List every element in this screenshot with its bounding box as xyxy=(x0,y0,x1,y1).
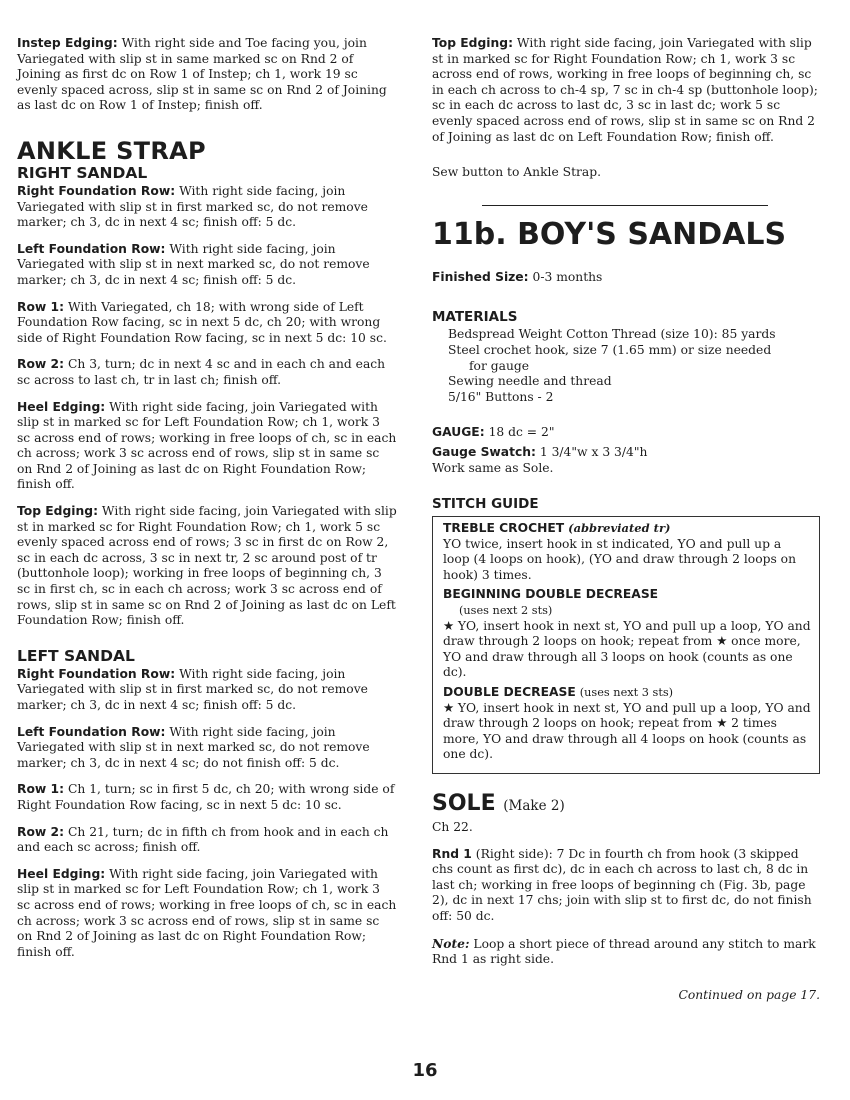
ls-heel-edging: Heel Edging: With right side facing, join Variegated with slip st in marked sc for Left Foundation Row; ch 1, work 3 sc across end of rows; working in free loops of ch, sc in each ch across; work 3 sc across end of rows, slip st in same sc on Rnd 2 of Joining as last dc on Right Foundation Row; finish off. xyxy=(17,866,397,959)
continued-note: Continued on page 17. xyxy=(678,987,820,1002)
instep-edging: Instep Edging: With right side and Toe facing you, join Variegated with slip st in same marked sc on Rnd 2 of Joining as first dc on Row 1 of Instep; ch 1, work 19 sc evenly spaced across, slip st in same sc on Rnd 2 of Joining as last dc on Row 1 of Instep; finish off. xyxy=(17,36,387,113)
page-number: 16 xyxy=(412,1060,438,1081)
pattern-title: 11b. BOY'S SANDALS xyxy=(432,216,787,252)
sole-rnd-1: Rnd 1 (Right side): 7 Dc in fourth ch from hook (3 skipped chs count as first dc), dc in each ch across to last ch, 8 dc in last ch; working in free loops of beginning ch (Fig. 3b, page 2), dc in next 17 chs; join with slip st to first dc, do not finish off: 50 dc. xyxy=(432,846,812,923)
beginning-double-decrease: BEGINNING DOUBLE DECREASE (uses next 2 sts) ★ YO, insert hook in next st, YO and pull up a loop, YO and draw through 2 loops on hook; repeat from ★ once more, YO and draw through all 3 loops on hook (counts as one dc). xyxy=(443,587,811,680)
section-divider xyxy=(482,205,768,206)
rs-right-foundation-row: Right Foundation Row: With right side facing, join Variegated with slip st in first marked sc, do not remove marker; ch 3, dc in next 4 sc; finish off: 5 dc. xyxy=(17,183,368,230)
gauge-swatch-note: Work same as Sole. xyxy=(432,460,554,475)
double-decrease: DOUBLE DECREASE (uses next 3 sts) ★ YO, insert hook in next st, YO and pull up a loop, YO and draw through 2 loops on hook; repeat from ★ 2 times more, YO and draw through all 4 loops on hook (counts as one dc). xyxy=(443,685,811,762)
rs-row-2: Row 2: Ch 3, turn; dc in next 4 sc and in each ch and each sc across to last ch, tr in last ch; finish off. xyxy=(17,357,386,387)
top-edging: Top Edging: With right side facing, join Variegated with slip st in marked sc for Right Foundation Row; ch 1, work 3 sc across end of rows, working in free loops of beginning ch, sc in each ch across to ch-4 sp, 7 sc in ch-4 sp (buttonhole loop); sc in each dc across to last dc, 3 sc in last dc; work 5 sc evenly spaced across end of rows, slip st in same sc on Rnd 2 of Joining as last dc on Left Foundation Row; finish off. xyxy=(432,36,818,144)
materials-heading: MATERIALS xyxy=(432,309,518,326)
ls-row-2: Row 2: Ch 21, turn; dc in fifth ch from hook and in each ch and each sc across; finish off. xyxy=(17,824,389,855)
ls-row-1: Row 1: Ch 1, turn; sc in first 5 dc, ch 20; with wrong side of Right Foundation Row facing, sc in next 5 dc: 10 sc. xyxy=(17,782,395,812)
right-column xyxy=(432,36,820,1002)
material-item: Bedspread Weight Cotton Thread (size 10): 85 yards xyxy=(448,327,776,342)
ls-right-foundation-row: Right Foundation Row: With right side facing, join Variegated with slip st in first marked sc, do not remove marker; ch 3, dc in next 4 sc; finish off: 5 dc. xyxy=(17,666,368,712)
finished-size: Finished Size: 0-3 months xyxy=(432,269,603,284)
left-column xyxy=(17,36,397,971)
rs-top-edging: Top Edging: With right side facing, join Variegated with slip st in marked sc for Right Foundation Row; ch 1, work 5 sc evenly spaced across end of rows; 3 sc in first dc on Row 2, sc in each dc across, 3 sc in next tr, 2 sc around post of tr (buttonhole loop); working in free loops of beginning ch, 3 sc in first ch, sc in each ch across; work 3 sc across end of rows, slip st in same sc on Rnd 2 of Joining as last dc on Left Foundation Row; finish off. xyxy=(17,504,397,628)
material-item: 5/16" Buttons - 2 xyxy=(448,389,554,404)
sew-button-note: Sew button to Ankle Strap. xyxy=(432,165,602,180)
gauge: GAUGE: 18 dc = 2" xyxy=(432,425,555,440)
sole-note: Note: Loop a short piece of thread around any stitch to mark Rnd 1 as right side. xyxy=(432,935,816,967)
sole-heading: SOLE (Make 2) xyxy=(432,791,565,816)
material-item: for gauge xyxy=(469,358,530,373)
ankle-strap-heading: ANKLE STRAP xyxy=(17,136,206,165)
gauge-swatch: Gauge Swatch: 1 3/4"w x 3 3/4"h xyxy=(432,444,648,459)
sole-chain: Ch 22. xyxy=(432,820,473,834)
ls-left-foundation-row: Left Foundation Row: With right side facing, join Variegated with slip st in next marked sc, do not remove marker; ch 3, dc in next 4 sc; do not finish off: 5 dc. xyxy=(17,724,370,770)
material-item: Sewing needle and thread xyxy=(448,374,612,389)
stitch-guide-box xyxy=(432,516,820,774)
left-sandal-heading: LEFT SANDAL xyxy=(17,646,135,665)
right-sandal-heading: RIGHT SANDAL xyxy=(17,163,148,182)
materials-list xyxy=(448,327,820,405)
treble-crochet: TREBLE CROCHET (abbreviated tr) YO twice, insert hook in st indicated, YO and pull up a loop (4 loops on hook), (YO and draw through 2 loops on hook) 3 times. xyxy=(443,521,797,582)
stitch-guide-heading: STITCH GUIDE xyxy=(432,496,539,513)
rs-row-1: Row 1: With Variegated, ch 18; with wrong side of Left Foundation Row facing, sc in next 5 dc, ch 20; with wrong side of Right Foundation Row facing, sc in next 5 dc: 10 sc. xyxy=(17,299,387,345)
rs-heel-edging: Heel Edging: With right side facing, join Variegated with slip st in marked sc for Left Foundation Row; ch 1, work 3 sc across end of rows; working in free loops of ch, sc in each ch across; work 3 sc across end of rows, slip st in same sc on Rnd 2 of Joining as last dc on Right Foundation Row; finish off. xyxy=(17,399,397,492)
rs-left-foundation-row: Left Foundation Row: With right side facing, join Variegated with slip st in next marked sc, do not remove marker; ch 3, dc in next 4 sc; finish off: 5 dc. xyxy=(17,241,370,287)
material-item: Steel crochet hook, size 7 (1.65 mm) or size needed xyxy=(448,342,772,357)
